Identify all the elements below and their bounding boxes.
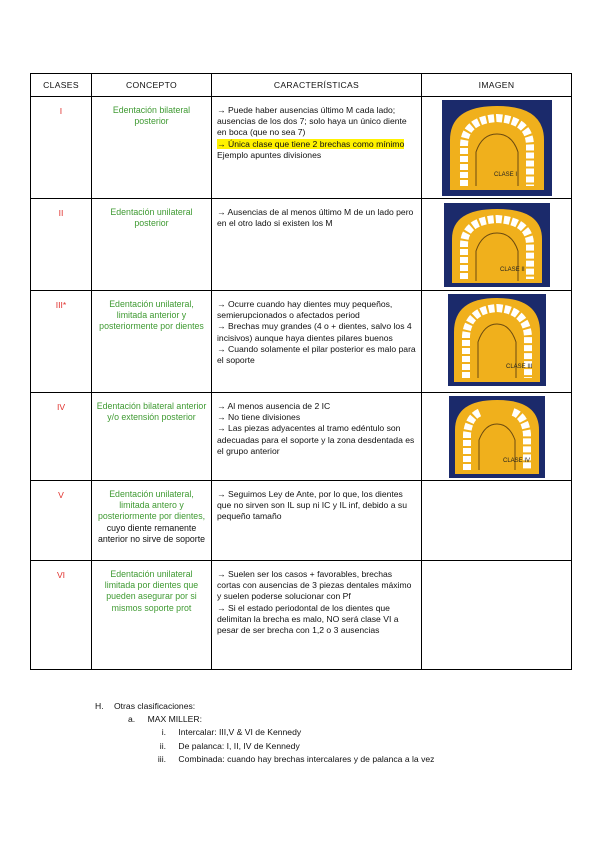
- concepto-extra-text: cuyo diente remanente anterior no sirve de soporte: [97, 522, 206, 544]
- header-imagen: IMAGEN: [422, 74, 572, 97]
- list-number: i.: [161, 727, 166, 737]
- concepto-cell: Edentación bilateral anterior y/o extensión posterior: [92, 393, 212, 481]
- concepto-cell: Edentación unilateral posterior: [92, 199, 212, 291]
- kennedy-table: [30, 73, 572, 670]
- list-item: [152, 727, 301, 737]
- list-heading-text: Otras clasificaciones:: [113, 701, 196, 711]
- caracteristica-line: → Seguimos Ley de Ante, por lo que, los dientes que no sirven son IL sup ni IC y IL inf, debido a su pequeño tamaño: [217, 489, 407, 522]
- list-subheading-a: [128, 714, 202, 724]
- image-cell: [422, 291, 572, 393]
- dental-arch-class-ii-image: [444, 203, 550, 287]
- list-number: H.: [95, 701, 104, 711]
- concepto-cell: Edentación bilateral posterior: [92, 97, 212, 199]
- list-subheading-text: MAX MILLER:: [147, 714, 203, 724]
- clase-cell: IV: [31, 393, 92, 481]
- caracteristica-line: → Puede haber ausencias último M cada lado; ausencias de los dos 7; solo haya un único diente en boca (que no sea 7): [217, 105, 407, 138]
- list-item: [152, 741, 300, 751]
- caracteristica-line: → Suelen ser los casos + favorables, brechas cortas con ausencias de 3 piezas dentales máximo y suelen poderse solucionar con Pf: [217, 569, 412, 602]
- caracteristicas-cell: [212, 97, 422, 199]
- header-clases: CLASES: [31, 74, 92, 97]
- caracteristicas-cell: [212, 199, 422, 291]
- image-cell: [422, 393, 572, 481]
- clase-cell: I: [31, 97, 92, 199]
- image-label: CLASE I: [493, 172, 517, 178]
- table-header-row: [31, 74, 572, 97]
- list-number: iii.: [157, 754, 166, 764]
- caracteristica-line: → Ocurre cuando hay dientes muy pequeños, semierupcionados o afectados period: [217, 299, 393, 321]
- list-heading-h: [95, 701, 195, 711]
- image-cell-empty: [422, 561, 572, 670]
- clase-cell: VI: [31, 561, 92, 670]
- image-label: CLASE III: [505, 364, 532, 370]
- table-row: [31, 97, 572, 199]
- caracteristica-line: → Si el estado periodontal de los dientes que delimitan la brecha es malo, NO será clase VI a pesar de ser brecha con 1,2 o 3 ausencias: [217, 602, 399, 636]
- caracteristica-line: → Cuando solamente el pilar posterior es malo para el soporte: [217, 343, 416, 366]
- dental-arch-class-iii-image: [448, 294, 546, 386]
- table-row: [31, 291, 572, 393]
- list-item-text: Combinada: cuando hay brechas intercalares y de palanca a la vez: [178, 754, 435, 764]
- image-cell: [422, 199, 572, 291]
- dental-arch-class-i-image: [442, 100, 552, 196]
- concepto-text: Edentación unilateral, limitada antero y posteriormente por dientes,: [97, 489, 206, 522]
- image-label: CLASE IV: [502, 458, 530, 464]
- highlighted-caracteristica: → Única clase que tiene 2 brechas como mínimo: [217, 138, 405, 149]
- caracteristica-line: → Ausencias de al menos último M de un lado pero en el otro lado si existen los M: [217, 207, 414, 229]
- caracteristica-line: Ejemplo apuntes divisiones: [217, 149, 322, 160]
- header-caracteristicas: CARACTERÍSTICAS: [212, 74, 422, 97]
- header-concepto: CONCEPTO: [92, 74, 212, 97]
- dental-arch-class-iv-image: [449, 396, 545, 478]
- caracteristica-line: → No tiene divisiones: [217, 412, 301, 423]
- list-number: ii.: [159, 741, 166, 751]
- concepto-cell: Edentación unilateral, limitada anterior y posteriormente por dientes: [92, 291, 212, 393]
- clase-cell: III*: [31, 291, 92, 393]
- list-item-text: De palanca: I, II, IV de Kennedy: [178, 741, 300, 751]
- table-row: [31, 561, 572, 670]
- table-row: [31, 481, 572, 561]
- table-row: [31, 199, 572, 291]
- image-label: CLASE II: [499, 267, 525, 273]
- clase-cell: II: [31, 199, 92, 291]
- clase-cell: V: [31, 481, 92, 561]
- image-cell: [422, 97, 572, 199]
- caracteristica-line: → Brechas muy grandes (4 o + dientes, salvo los 4 incisivos) aunque haya dientes pilares buenos: [217, 321, 412, 343]
- caracteristicas-cell: [212, 561, 422, 670]
- caracteristicas-cell: [212, 393, 422, 481]
- image-cell-empty: [422, 481, 572, 561]
- table-row: [31, 393, 572, 481]
- caracteristicas-cell: [212, 291, 422, 393]
- list-number: a.: [128, 714, 136, 724]
- list-item-text: Intercalar: III,V & VI de Kennedy: [178, 727, 302, 737]
- caracteristica-line: → Las piezas adyacentes al tramo edéntulo son adecuadas para el soporte y la zona desdentada es el grupo anterior: [217, 423, 415, 456]
- caracteristica-line: → Al menos ausencia de 2 IC: [217, 401, 331, 411]
- caracteristicas-cell: [212, 481, 422, 561]
- concepto-cell: [92, 481, 212, 561]
- concepto-cell: Edentación unilateral limitada por dientes que pueden asegurar por si mismos soporte prot: [92, 561, 212, 670]
- list-item: [152, 754, 434, 764]
